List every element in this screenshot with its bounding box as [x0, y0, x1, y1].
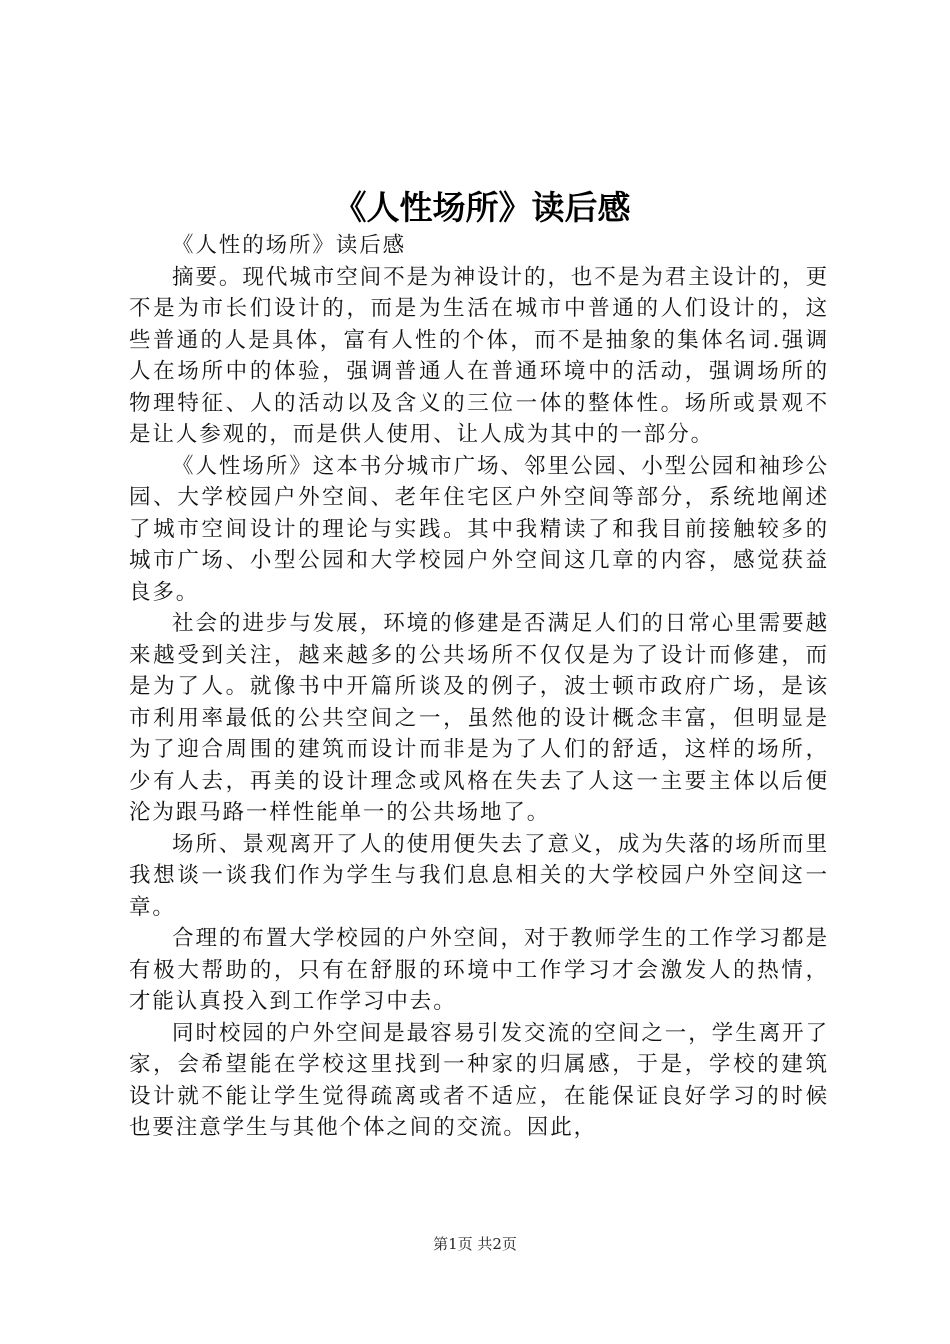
page-number-footer: 第1页 共2页 — [433, 1235, 517, 1253]
paragraph-campus-layout: 合理的布置大学校园的户外空间，对于教师学生的工作学习都是有极大帮助的，只有在舒服的环境中工作学习才会激发人的热情，才能认真投入到工作学习中去。 — [129, 926, 829, 1014]
paragraph-subtitle: 《人性的场所》读后感 — [172, 233, 407, 258]
paragraph-book-overview: 《人性场所》这本书分城市广场、邻里公园、小型公园和袖珍公园、大学校园户外空间、老年住宅区户外空间等部分，系统地阐述了城市空间设计的理论与实践。其中我精读了和我目前接触较多的城市广场、小型公园和大学校园户外空间这几章的内容，感觉获益良多。 — [129, 453, 829, 605]
paragraph-campus-communication: 同时校园的户外空间是最容易引发交流的空间之一，学生离开了家，会希望能在学校这里找到一种家的归属感，于是，学校的建筑设计就不能让学生觉得疏离或者不适应，在能保证良好学习的时候也要注意学生与其他个体之间的交流。因此， — [129, 1020, 829, 1140]
document-title: 《人性场所》读后感 — [333, 188, 631, 227]
paragraph-social-progress: 社会的进步与发展，环境的修建是否满足人们的日常心里需要越来越受到关注，越来越多的公共场所不仅仅是为了设计而修建，而是为了人。就像书中开篇所谈及的例子，波士顿市政府广场，是该市利用率最低的公共空间之一，虽然他的设计概念丰富，但明显是为了迎合周围的建筑而设计而非是为了人们的舒适，这样的场所，少有人去，再美的设计理念或风格在失去了人这一主要主体以后便沦为跟马路一样性能单一的公共场地了。 — [129, 611, 829, 825]
paragraph-abstract: 摘要。现代城市空间不是为神设计的，也不是为君主设计的，更不是为市长们设计的，而是为生活在城市中普通的人们设计的，这些普通的人是具体，富有人性的个体，而不是抽象的集体名词.强调人在场所中的体验，强调普通人在普通环境中的活动，强调场所的物理特征、人的活动以及含义的三位一体的整体性。场所或景观不是让人参观的，而是供人使用、让人成为其中的一部分。 — [129, 264, 829, 447]
document-body — [129, 230, 829, 1144]
paragraph-campus-intro: 场所、景观离开了人的使用便失去了意义，成为失落的场所而里我想谈一谈我们作为学生与我们息息相关的大学校园户外空间这一章。 — [129, 831, 829, 920]
